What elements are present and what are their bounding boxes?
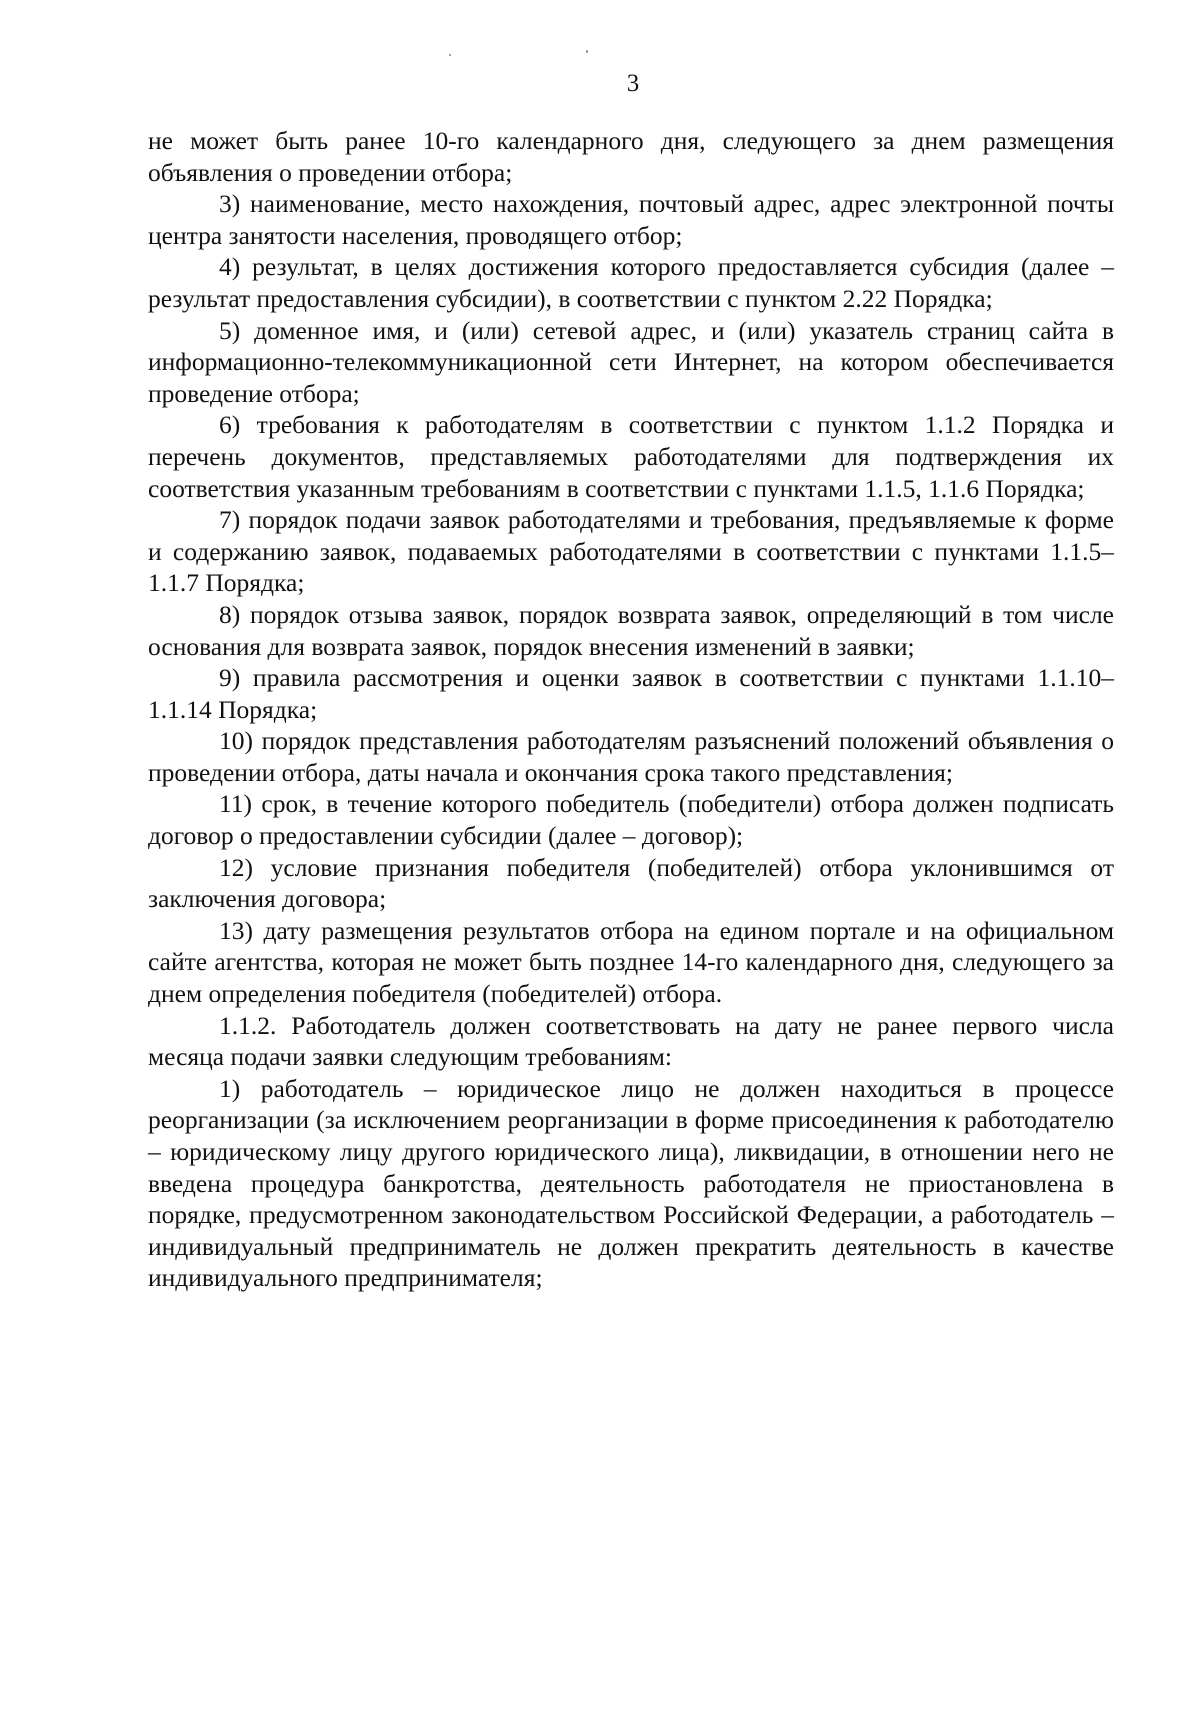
paragraph-section-1-1-2: 1.1.2. Работодатель должен соответствовать на дату не ранее первого числа месяца подачи заявки следующим требованиям: xyxy=(148,1010,1114,1072)
paragraph-requirement-1: 1) работодатель – юридическое лицо не должен находиться в процессе реорганизации (за исключением реорганизации в форме присоединения к работодателю – юридическому лицу другого юридического лица), ликвидации, в отношении него не введена процедура банкротства, деятельность работодателя не приостановлена в порядке, предусмотренном законодательством Российской Федерации, а работодатель – индивидуальный предприниматель не должен прекратить деятельность в качестве индивидуального предпринимателя; xyxy=(148,1073,1114,1293)
paragraph-item-8: 8) порядок отзыва заявок, порядок возврата заявок, определяющий в том числе основания для возврата заявок, порядок внесения изменений в заявки; xyxy=(148,599,1114,661)
paragraph-item-3: 3) наименование, место нахождения, почтовый адрес, адрес электронной почты центра занятости населения, проводящего отбор; xyxy=(148,189,1114,250)
paragraph-item-4: 4) результат, в целях достижения которого предоставляется субсидия (далее – результат предоставления субсидии), в соответствии с пунктом 2.22 Порядка; xyxy=(148,252,1114,313)
paragraph-item-9: 9) правила рассмотрения и оценки заявок в соответствии с пунктами 1.1.10–1.1.14 Порядка; xyxy=(148,663,1114,724)
paragraph-item-13: 13) дату размещения результатов отбора на едином портале и на официальном сайте агентства, которая не может быть позднее 14-го календарного дня, следующего за днем определения победителя (победителей) отбора. xyxy=(148,915,1114,1009)
paragraph-item-5: 5) доменное имя, и (или) сетевой адрес, и (или) указатель страниц сайта в информационно-телекоммуникационной сети Интернет, на котором обеспечивается проведение отбора; xyxy=(148,315,1114,408)
paragraph-item-11: 11) срок, в течение которого победитель (победители) отбора должен подписать договор о предоставлении субсидии (далее – договор); xyxy=(148,789,1114,851)
paragraph-item-12: 12) условие признания победителя (победителей) отбора уклонившимся от заключения договора; xyxy=(148,852,1114,914)
scan-speck xyxy=(586,50,588,53)
paragraph-continuation: не может быть ранее 10-го календарного дня, следующего за днем размещения объявления о проведении отбора; xyxy=(148,126,1114,187)
paragraph-item-7: 7) порядок подачи заявок работодателями и требования, предъявляемые к форме и содержанию заявок, подаваемых работодателями в соответствии с пунктами 1.1.5–1.1.7 Порядка; xyxy=(148,505,1114,598)
scan-speck xyxy=(449,54,451,56)
paragraph-item-6: 6) требования к работодателям в соответствии с пунктом 1.1.2 Порядка и перечень документов, представляемых работодателями для подтверждения их соответствия указанным требованиям в соответствии с пунктами 1.1.5, 1.1.6 Порядка; xyxy=(148,410,1114,503)
paragraph-item-10: 10) порядок представления работодателям разъяснений положений объявления о проведении отбора, даты начала и окончания срока такого представления; xyxy=(148,726,1114,787)
document-body xyxy=(148,125,1114,1294)
page-number: 3 xyxy=(626,70,640,97)
